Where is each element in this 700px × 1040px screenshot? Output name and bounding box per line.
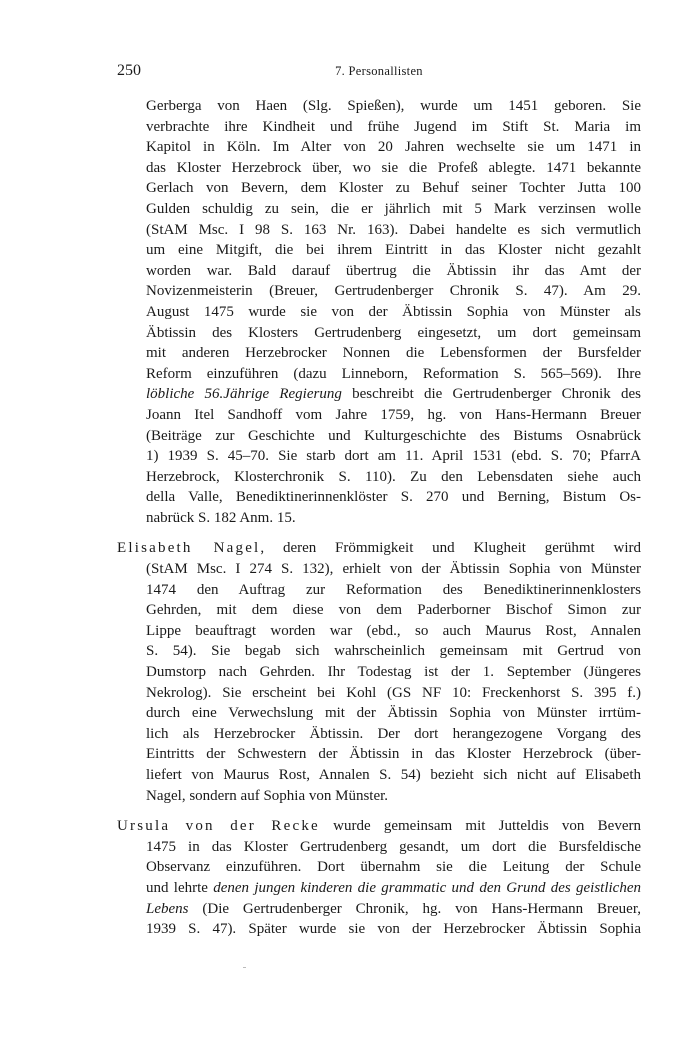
text-line: della Valle, Benediktinerinnenklöster S. 270 und Berning, Bistum Os- — [146, 489, 641, 506]
text-line: 1474 den Auftrag zur Reformation des Benediktinerinnenklosters — [146, 581, 641, 598]
text-segment: und lehrte — [146, 879, 214, 896]
text-line — [146, 384, 641, 405]
text-line: Nagel, sondern auf Sophia von Münster. — [146, 787, 389, 804]
text-line: (StAM Msc. I 274 S. 132), erhielt von der Äbtissin Sophia von Münster — [146, 561, 641, 578]
italic-quote: Lebens — [146, 900, 189, 917]
italic-quote: denen jungen kinderen die grammatic und den Grund des geistlichen — [213, 879, 642, 896]
text-line: das Kloster Herzebrock über, wo sie die Profeß ablegte. 1471 bekannte — [146, 159, 641, 176]
text-line: Novizenmeisterin (Breuer, Gertrudenberger Chronik S. 47). Am 29. — [146, 283, 641, 300]
text-line: (Beiträge zur Geschichte und Kulturgeschichte des Bistums Osnabrück — [146, 427, 641, 444]
text-line: Nekrolog). Sie erscheint bei Kohl (GS NF 10: Freckenhorst S. 395 f.) — [146, 684, 641, 701]
text-line — [146, 878, 641, 899]
text-line: Eintritts der Schwestern der Äbtissin in das Kloster Herzebrock (über- — [146, 746, 641, 763]
text-line: nabrück S. 182 Anm. 15. — [146, 509, 296, 526]
person-name: Ursula von der Recke — [117, 818, 320, 835]
text-line: Äbtissin des Klosters Gertrudenberg eingesetzt, um dort gemeinsam — [146, 324, 641, 341]
text-line — [146, 899, 641, 920]
text-line — [117, 538, 641, 559]
italic-quote: löbliche 56.Jährige Regierung — [146, 386, 342, 403]
entry-elisabeth-nagel — [117, 538, 641, 806]
text-line: (StAM Msc. I 98 S. 163 Nr. 163). Dabei handelte es sich vermutlich — [146, 221, 641, 238]
text-line: S. 54). Sie begab sich wahrscheinlich gemeinsam mit Gertrud von — [146, 643, 641, 660]
text-segment: wurde gemeinsam mit Jutteldis von Bevern — [319, 818, 641, 835]
text-line: Joann Itel Sandhoff vom Jahre 1759, hg. von Hans-Hermann Breuer — [146, 406, 641, 423]
text-line: Herzebrock, Klosterchronik S. 110). Zu den Lebensdaten siehe auch — [146, 468, 641, 485]
text-line: Dumstorp nach Gehrden. Ihr Todestag ist der 1. September (Jüngeres — [146, 664, 641, 681]
print-speck — [243, 967, 246, 968]
text-line: Gerlach von Bevern, dem Kloster zu Behuf seiner Tochter Jutta 100 — [146, 180, 641, 197]
entry-ursula-von-der-recke — [117, 816, 641, 940]
page-header — [117, 62, 641, 86]
text-line: Gerberga von Haen (Slg. Spießen), wurde um 1451 geboren. Sie — [146, 98, 641, 114]
text-segment: beschreibt die Gertrudenberger Chronik des — [341, 386, 642, 403]
text-segment: (Die Gertrudenberger Chronik, hg. von Hans-Hermann Breuer, — [188, 900, 641, 917]
running-title: 7. Personallisten — [335, 64, 423, 78]
page-body — [117, 96, 641, 940]
entry-gerberga — [117, 96, 641, 528]
text-line: liefert von Maurus Rost, Annalen S. 54) bezieht sich nicht auf Elisabeth — [146, 767, 641, 783]
text-line: Kapitol in Köln. Im Alter von 20 Jahren wechselte sie um 1471 in — [146, 139, 641, 156]
text-line: mit anderen Herzebrocker Nonnen die Lebensformen der Bursfelder — [146, 345, 641, 362]
text-line — [117, 816, 641, 837]
text-line: Lippe beauftragt worden war (ebd., so auch Maurus Rost, Annalen — [146, 622, 641, 639]
text-line: 1939 S. 47). Später wurde sie von der Herzebrocker Äbtissin Sophia — [146, 921, 641, 938]
text-line: August 1475 wurde sie von der Äbtissin Sophia von Münster als — [146, 303, 641, 320]
person-name: Elisabeth Nagel — [117, 540, 261, 557]
text-line: um eine Mitgift, die bei ihrem Eintritt in das Kloster nicht gezahlt — [146, 242, 641, 259]
text-line: durch eine Verwechslung mit der Äbtissin Sophia von Münster irrtüm- — [146, 705, 641, 722]
page-number: 250 — [117, 62, 141, 79]
text-line: Gehrden, mit dem diese von dem Paderborner Bischof Simon zur — [146, 602, 641, 619]
text-line: verbrachte ihre Kindheit und frühe Jugend im Stift St. Maria im — [146, 118, 641, 135]
text-line: lich als Herzebrocker Äbtissin. Der dort herangezogene Vorgang des — [146, 725, 641, 742]
text-segment: , deren Frömmigkeit und Klugheit gerühmt wird — [260, 540, 641, 557]
text-line: worden war. Bald darauf übertrug die Äbtissin ihr das Amt der — [146, 262, 641, 279]
text-line: Gulden schuldig zu sein, die er jährlich mit 5 Mark verzinsen wolle — [146, 200, 641, 217]
text-line: 1) 1939 S. 45–70. Sie starb dort am 11. April 1531 (ebd. S. 70; PfarrA — [146, 448, 641, 465]
text-line: Reform einzuführen (dazu Linneborn, Reformation S. 565–569). Ihre — [146, 365, 641, 382]
text-line: 1475 in das Kloster Gertrudenberg gesandt, um dort die Bursfeldische — [146, 838, 641, 855]
text-line: Observanz einzuführen. Dort übernahm sie die Leitung der Schule — [146, 859, 641, 876]
